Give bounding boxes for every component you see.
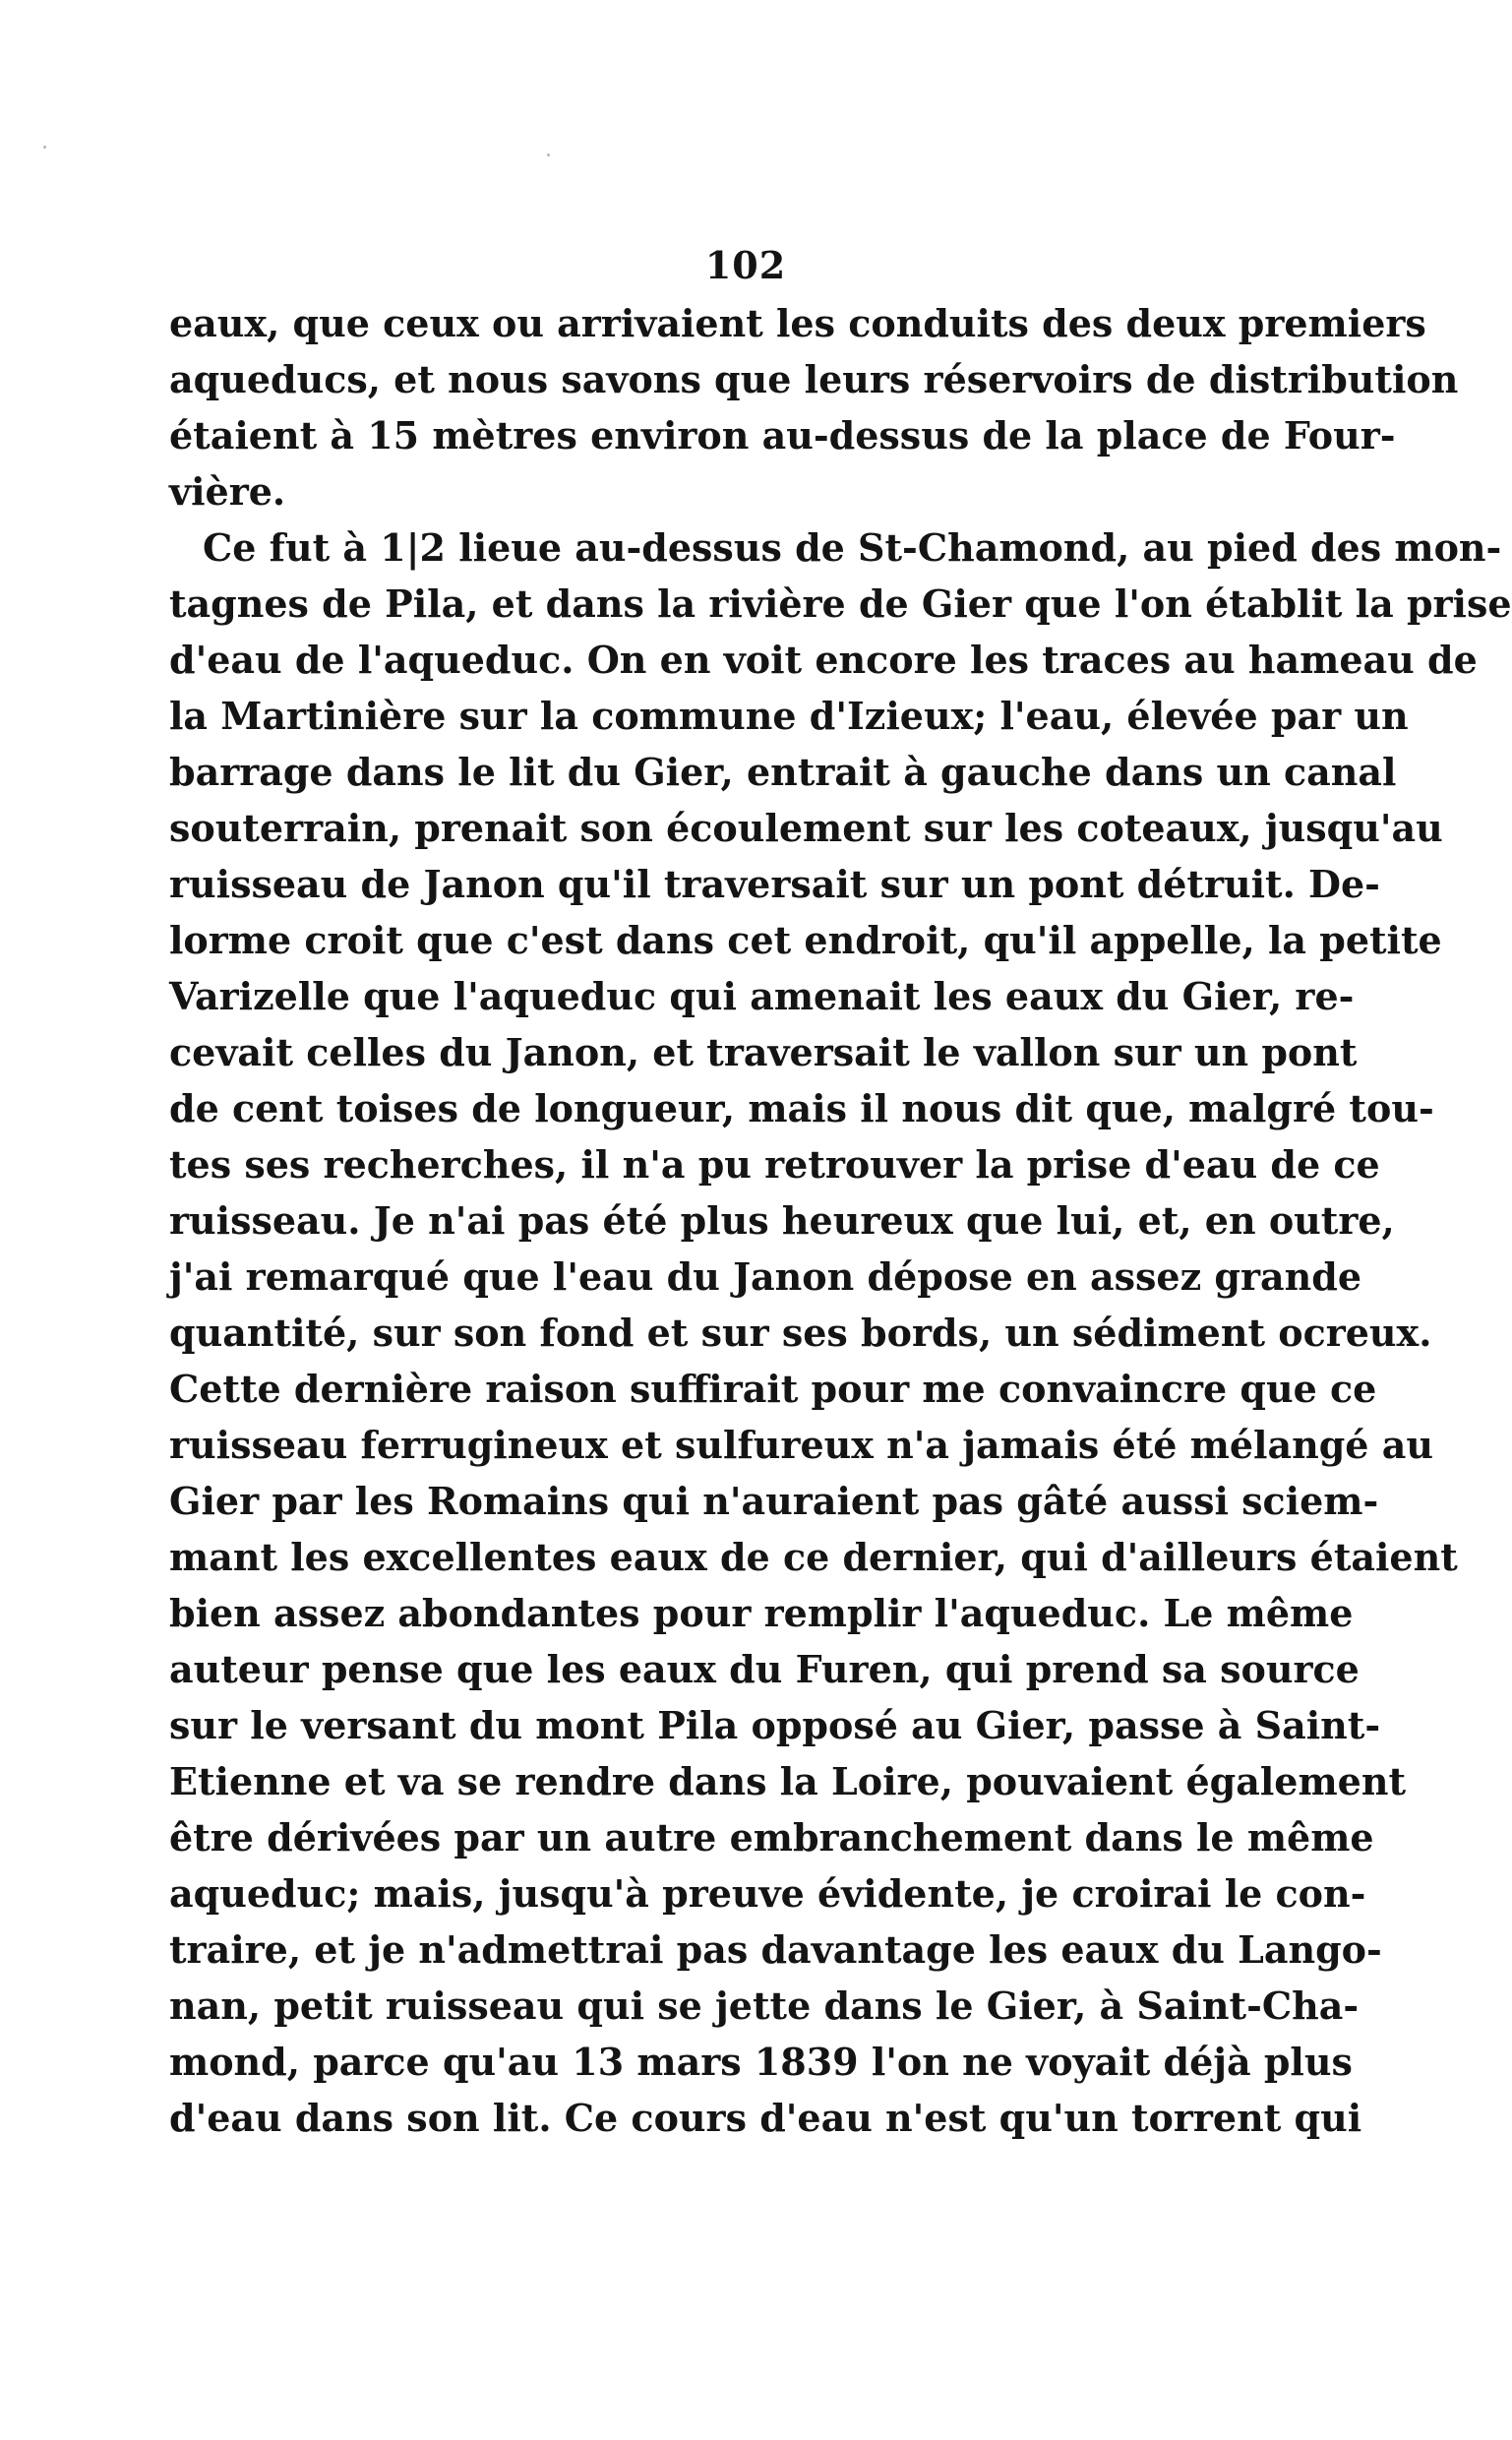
text-line: auteur pense que les eaux du Furen, qui prend sa source <box>169 1647 1360 1691</box>
text-line: quantité, sur son fond et sur ses bords, un sédiment ocreux. <box>169 1311 1432 1355</box>
text-line: lorme croit que c'est dans cet endroit, qu'il appelle, la petite <box>169 918 1442 962</box>
text-line: Ce fut à 1|2 lieue au-dessus de St-Chamond, au pied des mon- <box>203 525 1502 570</box>
text-line: ruisseau ferrugineux et sulfureux n'a jamais été mélangé au <box>169 1423 1433 1467</box>
text-line: tagnes de Pila, et dans la rivière de Gier que l'on établit la prise <box>169 581 1512 626</box>
text-line: souterrain, prenait son écoulement sur les coteaux, jusqu'au <box>169 806 1443 850</box>
text-line: eaux, que ceux ou arrivaient les conduits des deux premiers <box>169 301 1426 345</box>
paper-speck <box>547 153 550 156</box>
paragraph-2 <box>169 519 1512 2146</box>
text-line: Etienne et va se rendre dans la Loire, pouvaient également <box>169 1759 1407 1803</box>
text-line: aqueduc; mais, jusqu'à preuve évidente, je croirai le con- <box>169 1871 1366 1916</box>
text-line: Cette dernière raison suffirait pour me convaincre que ce <box>169 1367 1377 1411</box>
text-line: vière. <box>169 469 286 514</box>
text-line: sur le versant du mont Pila opposé au Gier, passe à Saint- <box>169 1703 1381 1747</box>
paragraph-1 <box>169 295 1459 519</box>
text-line: cevait celles du Janon, et traversait le vallon sur un pont <box>169 1030 1358 1074</box>
text-line: être dérivées par un autre embranchement dans le même <box>169 1815 1374 1860</box>
text-line: mant les excellentes eaux de ce dernier, qui d'ailleurs étaient <box>169 1535 1458 1579</box>
text-line: ruisseau. Je n'ai pas été plus heureux que lui, et, en outre, <box>169 1198 1395 1243</box>
text-line: nan, petit ruisseau qui se jette dans le Gier, à Saint-Cha- <box>169 1983 1360 2028</box>
text-line: barrage dans le lit du Gier, entrait à gauche dans un canal <box>169 750 1397 794</box>
text-line: de cent toises de longueur, mais il nous dit que, malgré tou- <box>169 1086 1434 1130</box>
text-line: traire, et je n'admettrai pas davantage les eaux du Lango- <box>169 1927 1382 1972</box>
body-text <box>169 295 1512 2146</box>
text-line: mond, parce qu'au 13 mars 1839 l'on ne voyait déjà plus <box>169 2040 1353 2084</box>
text-line: tes ses recherches, il n'a pu retrouver la prise d'eau de ce <box>169 1142 1380 1187</box>
text-line: Varizelle que l'aqueduc qui amenait les eaux du Gier, re- <box>169 974 1355 1018</box>
text-line: Gier par les Romains qui n'auraient pas gâté aussi sciem- <box>169 1479 1379 1523</box>
text-line: la Martinière sur la commune d'Izieux; l'eau, élevée par un <box>169 694 1409 738</box>
text-line: bien assez abondantes pour remplir l'aqueduc. Le même <box>169 1591 1354 1635</box>
page-number: 102 <box>704 243 787 287</box>
text-line: d'eau de l'aqueduc. On en voit encore les traces au hameau de <box>169 638 1478 682</box>
text-line: étaient à 15 mètres environ au-dessus de la place de Four- <box>169 413 1396 458</box>
text-line: aqueducs, et nous savons que leurs réservoirs de distribution <box>169 357 1459 401</box>
paper-speck <box>43 146 46 149</box>
text-line: d'eau dans son lit. Ce cours d'eau n'est qu'un torrent qui <box>169 2096 1362 2140</box>
text-line: j'ai remarqué que l'eau du Janon dépose en assez grande <box>169 1254 1361 1299</box>
text-line: ruisseau de Janon qu'il traversait sur un pont détruit. De- <box>169 862 1380 906</box>
